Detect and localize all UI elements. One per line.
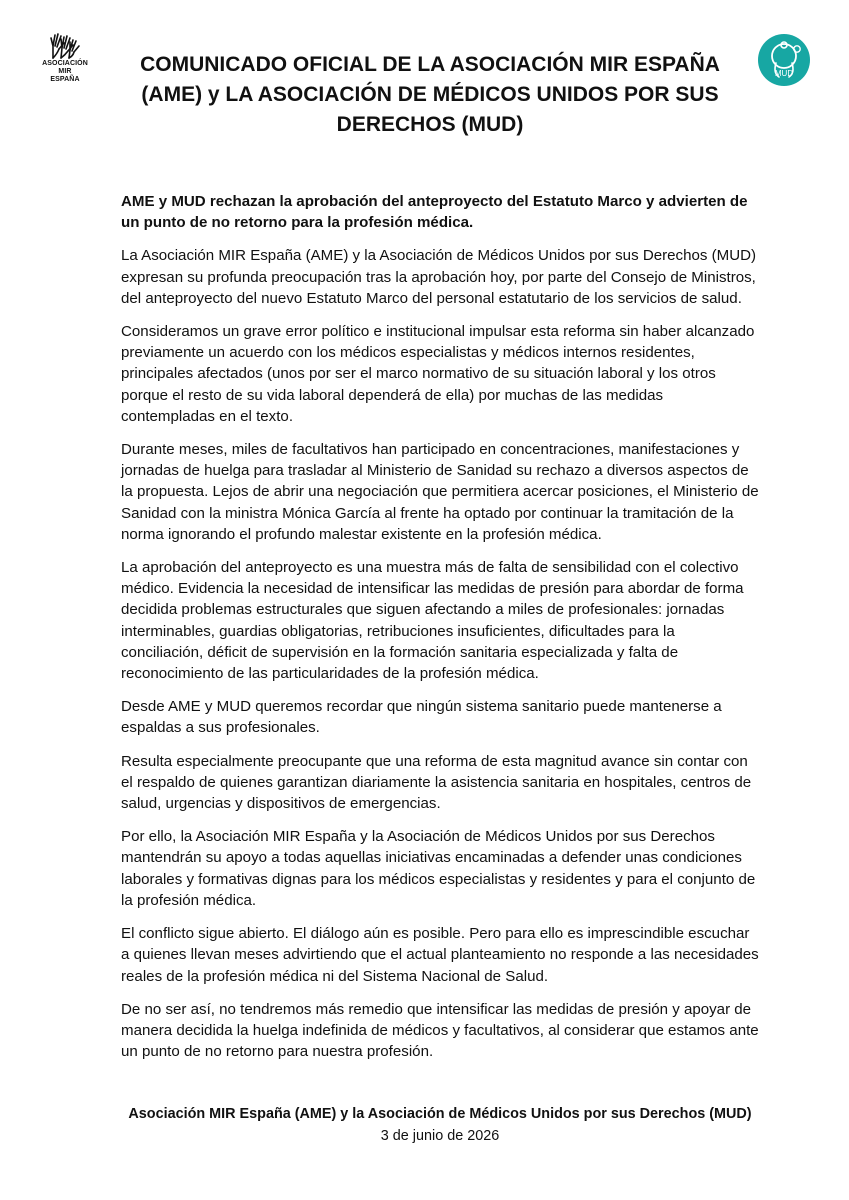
document-title: COMUNICADO OFICIAL DE LA ASOCIACIÓN MIR ESPAÑA (AME) y LA ASOCIACIÓN DE MÉDICOS UNIDOS POR SUS DERECHOS (MUD)	[140, 53, 720, 136]
body-paragraph: Por ello, la Asociación MIR España y la Asociación de Médicos Unidos por sus Derechos mantendrán su apoyo a todas aquellas iniciativas encaminadas a defender unas condiciones laborales y formativas dignas para los médicos especialistas y residentes y para el conjunto de la profesión médica.	[121, 828, 756, 909]
body-paragraph: Consideramos un grave error político e institucional impulsar esta reforma sin haber alcanzado previamente un acuerdo con los médicos especialistas y médicos internos residentes, principales afectados (unos por ser el marco normativo de su situación laboral y los otros porque el resto de su vida laboral dependerá de ella) por muchas de las medidas contempladas en el texto.	[121, 323, 755, 425]
body-paragraph: Desde AME y MUD queremos recordar que ningún sistema sanitario puede mantenerse a espaldas a sus profesionales.	[121, 698, 722, 737]
body-paragraph: De no ser así, no tendremos más remedio que intensificar las medidas de presión y apoyar de manera decidida la huelga indefinida de médicos y facultativos, al considerar que estamos ante un punto de no retorno para nuestra profesión.	[121, 1000, 759, 1061]
ame-logo	[32, 30, 98, 84]
signatory-organizations: Asociación MIR España (AME) y la Asociación de Médicos Unidos por sus Derechos (MUD)	[128, 1106, 752, 1122]
lead-paragraph: AME y MUD rechazan la aprobación del anteproyecto del Estatuto Marco y advierten de un punto de no retorno para la profesión médica.	[121, 193, 748, 232]
body-paragraph: Durante meses, miles de facultativos han participado en concentraciones, manifestaciones y jornadas de huelga para trasladar al Ministerio de Sanidad su rechazo a diversos aspectos de la propuesta. Lejos de abrir una negociación que permitiera acercar posiciones, el Ministerio de Sanidad con la ministra Mónica García al frente ha optado por continuar la tramitación de la norma ignorando el profundo malestar existente en la profesión médica.	[121, 441, 759, 543]
body-paragraph: El conflicto sigue abierto. El diálogo aún es posible. Pero para ello es imprescindible escuchar a quienes llevan meses advirtiendo que el actual planteamiento no responde a las necesidades reales de la profesión médica ni del Sistema Nacional de Salud.	[121, 925, 759, 985]
ame-logo-line-2: MIR	[58, 68, 72, 75]
document-date: 3 de junio de 2026	[380, 1128, 500, 1144]
document-body	[121, 191, 761, 1074]
body-paragraph: La Asociación MIR España (AME) y la Asociación de Médicos Unidos por sus Derechos (MUD) expresan su profunda preocupación tras la aprobación hoy, por parte del Consejo de Ministros, del anteproyecto del nuevo Estatuto Marco del personal estatutario de los servicios de salud.	[121, 247, 757, 307]
ame-logo-line-1: ASOCIACIÓN	[42, 60, 88, 67]
body-paragraph: La aprobación del anteproyecto es una muestra más de falta de sensibilidad con el colectivo médico. Evidencia la necesidad de intensificar las medidas de presión para abordar de forma decidida problemas estructurales que siguen afectando a miles de profesionales: jornadas interminables, guardias obligatorias, retribuciones insuficientes, dificultades para la conciliación, déficit de supervisión en la formación sanitaria especializada y falta de reconocimiento de las particularidades de la profesión médica.	[121, 559, 744, 683]
svg-text:MUD: MUD	[774, 69, 794, 78]
ame-logo-line-3: ESPAÑA	[50, 76, 80, 83]
body-paragraph: Resulta especialmente preocupante que una reforma de esta magnitud avance sin contar con el respaldo de quienes garantizan diariamente la asistencia sanitaria en hospitales, centros de salud, urgencias y dispositivos de emergencias.	[121, 752, 752, 813]
signature-footer	[90, 1104, 790, 1146]
raised-hands-icon	[47, 30, 83, 60]
mud-logo	[757, 33, 811, 87]
